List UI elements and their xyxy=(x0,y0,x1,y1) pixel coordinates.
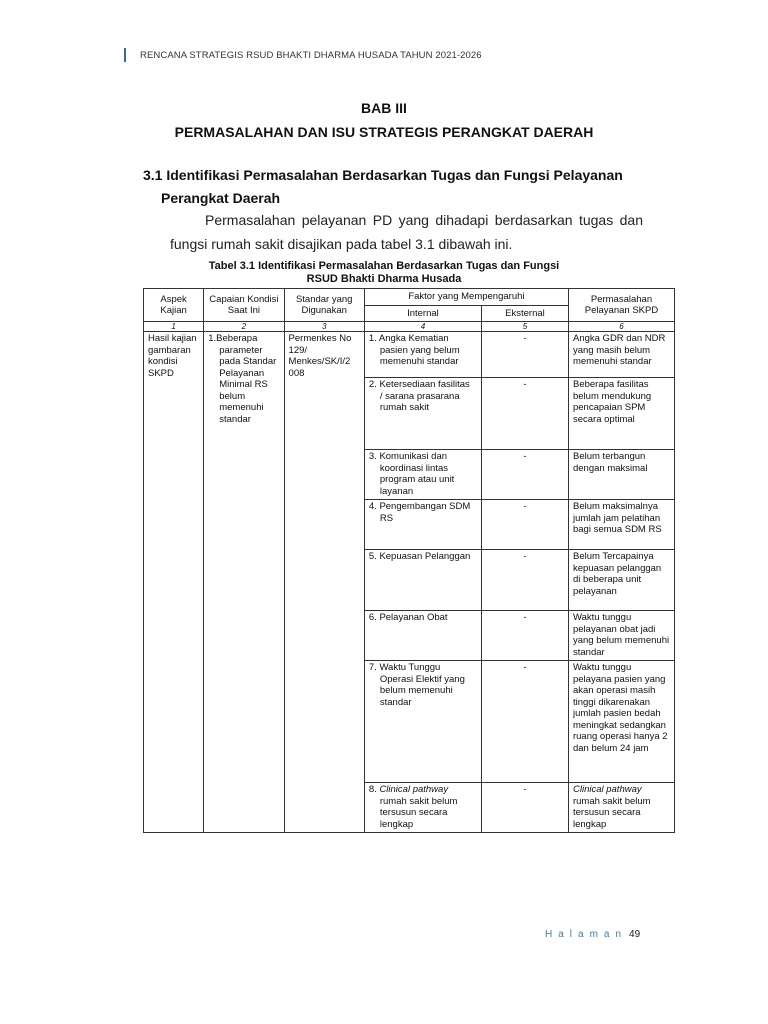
table-caption-line2: RSUD Bhakti Dharma Husada xyxy=(306,273,462,285)
factor-number: 4. xyxy=(368,501,377,512)
problem-text: rumah sakit belum tersusun secara lengkap xyxy=(572,795,651,830)
chapter-number: BAB III xyxy=(361,100,407,116)
capaian-cell xyxy=(204,332,284,833)
factor-number: 1. xyxy=(368,333,377,344)
factor-first-line: Pelayanan Obat xyxy=(379,612,448,623)
problem-text: Waktu tunggu pelayana pasien yang akan operasi masih tinggi dikarenakan jumlah pasien bedah meningkat sedangkan ruang operasi hanya 2 dan belum 24 jam xyxy=(572,662,668,754)
capaian-rest: parameter pada Standar Pelayanan Minimal RS belum memenuhi standar xyxy=(219,344,277,425)
external-factor-cell: - xyxy=(481,661,568,783)
capaian-first: Beberapa xyxy=(216,333,258,344)
table-row xyxy=(144,332,675,378)
factor-rest: RS xyxy=(379,512,394,524)
column-number: 6 xyxy=(568,322,674,332)
problem-cell xyxy=(568,500,674,550)
problem-cell xyxy=(568,611,674,661)
factor-rest: / sarana prasarana rumah sakit xyxy=(379,390,460,413)
factor-rest: Operasi Elektif yang belum memenuhi standar xyxy=(379,673,465,708)
header-eksternal: Eksternal xyxy=(481,306,568,322)
header-standar: Standar yang Digunakan xyxy=(284,289,364,322)
external-factor-cell: - xyxy=(481,332,568,378)
problem-text: Waktu tunggu pelayanan obat jadi yang belum memenuhi standar xyxy=(572,612,670,658)
internal-factor-cell xyxy=(364,550,481,611)
table-body xyxy=(144,332,675,833)
header-faktor: Faktor yang Mempengaruhi xyxy=(364,289,568,306)
problem-cell xyxy=(568,550,674,611)
problem-cell xyxy=(568,783,674,833)
factor-first-line: Angka Kematian xyxy=(378,333,449,344)
problem-cell xyxy=(568,661,674,783)
problem-text: Belum Tercapainya kepuasan pelanggan di beberapa unit pelayanan xyxy=(572,551,662,597)
problem-text: Angka GDR dan NDR yang masih belum memenuhi standar xyxy=(572,333,666,367)
capaian-number: 1. xyxy=(208,333,217,344)
column-number: 5 xyxy=(481,322,568,332)
section-title-line2: Perangkat Daerah xyxy=(161,190,281,206)
paragraph-line2: fungsi rumah sakit disajikan pada tabel 3.1 dibawah ini. xyxy=(170,236,513,252)
factor-number: 2. xyxy=(368,379,377,390)
factor-first-line: Kepuasan Pelanggan xyxy=(379,551,471,562)
header-permasalahan: Permasalahan Pelayanan SKPD xyxy=(568,289,674,322)
aspek-cell: Hasil kajian gambaran kondisi SKPD xyxy=(144,332,204,833)
external-factor-cell: - xyxy=(481,500,568,550)
section-title-line1: 3.1 Identifikasi Permasalahan Berdasarkan Tugas dan Fungsi Pelayanan xyxy=(143,167,623,183)
factor-first-line: Pengembangan SDM xyxy=(379,501,471,512)
factor-number: 8. xyxy=(368,784,377,795)
problem-cell xyxy=(568,378,674,450)
factor-number: 7. xyxy=(368,662,377,673)
column-number: 1 xyxy=(144,322,204,332)
footer-label: Halaman xyxy=(545,929,628,940)
column-number: 2 xyxy=(204,322,284,332)
header-capaian: Capaian Kondisi Saat Ini xyxy=(204,289,284,322)
column-number: 3 xyxy=(284,322,364,332)
table-caption-line1: Tabel 3.1 Identifikasi Permasalahan Berdasarkan Tugas dan Fungsi xyxy=(208,260,560,272)
factor-number: 3. xyxy=(368,451,377,462)
factor-first-line: Waktu Tunggu xyxy=(379,662,441,673)
internal-factor-cell xyxy=(364,500,481,550)
internal-factor-cell xyxy=(364,661,481,783)
header-text: RENCANA STRATEGIS RSUD BHAKTI DHARMA HUSADA TAHUN 2021-2026 xyxy=(140,49,482,61)
header-aspek: Aspek Kajian xyxy=(144,289,204,322)
running-header xyxy=(124,48,482,62)
internal-factor-cell xyxy=(364,378,481,450)
header-bar xyxy=(124,48,126,62)
problem-text: Belum terbangun dengan maksimal xyxy=(572,451,648,474)
external-factor-cell: - xyxy=(481,550,568,611)
chapter-title: PERMASALAHAN DAN ISU STRATEGIS PERANGKAT DAERAH xyxy=(174,124,594,140)
problem-cell xyxy=(568,450,674,500)
problem-cell xyxy=(568,332,674,378)
factor-first-line: Komunikasi dan xyxy=(379,451,448,462)
factor-rest: koordinasi lintas program atau unit layanan xyxy=(379,462,455,497)
problem-text: Belum maksimalnya jumlah jam pelatihan bagi semua SDM RS xyxy=(572,501,662,535)
internal-factor-cell xyxy=(364,783,481,833)
external-factor-cell: - xyxy=(481,378,568,450)
external-factor-cell: - xyxy=(481,450,568,500)
paragraph-line1: Permasalahan pelayanan PD yang dihadapi berdasarkan tugas dan xyxy=(205,212,643,228)
factor-rest: rumah sakit belum tersusun secara lengkap xyxy=(379,795,458,830)
page-number: 49 xyxy=(629,929,641,940)
internal-factor-cell xyxy=(364,450,481,500)
problem-italic: Clinical pathway xyxy=(572,784,642,795)
external-factor-cell: - xyxy=(481,611,568,661)
factor-rest: pasien yang belum memenuhi standar xyxy=(379,344,460,367)
internal-factor-cell xyxy=(364,332,481,378)
header-internal: Internal xyxy=(364,306,481,322)
internal-factor-cell xyxy=(364,611,481,661)
factor-first-line: Ketersediaan fasilitas xyxy=(379,379,470,390)
problem-text: Beberapa fasilitas belum mendukung pencapaian SPM secara optimal xyxy=(572,379,652,425)
column-number: 4 xyxy=(364,322,481,332)
factor-number: 6. xyxy=(368,612,377,623)
external-factor-cell: - xyxy=(481,783,568,833)
problem-table xyxy=(143,288,675,833)
standar-cell: Permenkes No 129/ Menkes/SK/I/2 008 xyxy=(284,332,364,833)
factor-first-line: Clinical pathway xyxy=(379,784,449,795)
factor-number: 5. xyxy=(368,551,377,562)
page-footer xyxy=(545,929,640,940)
